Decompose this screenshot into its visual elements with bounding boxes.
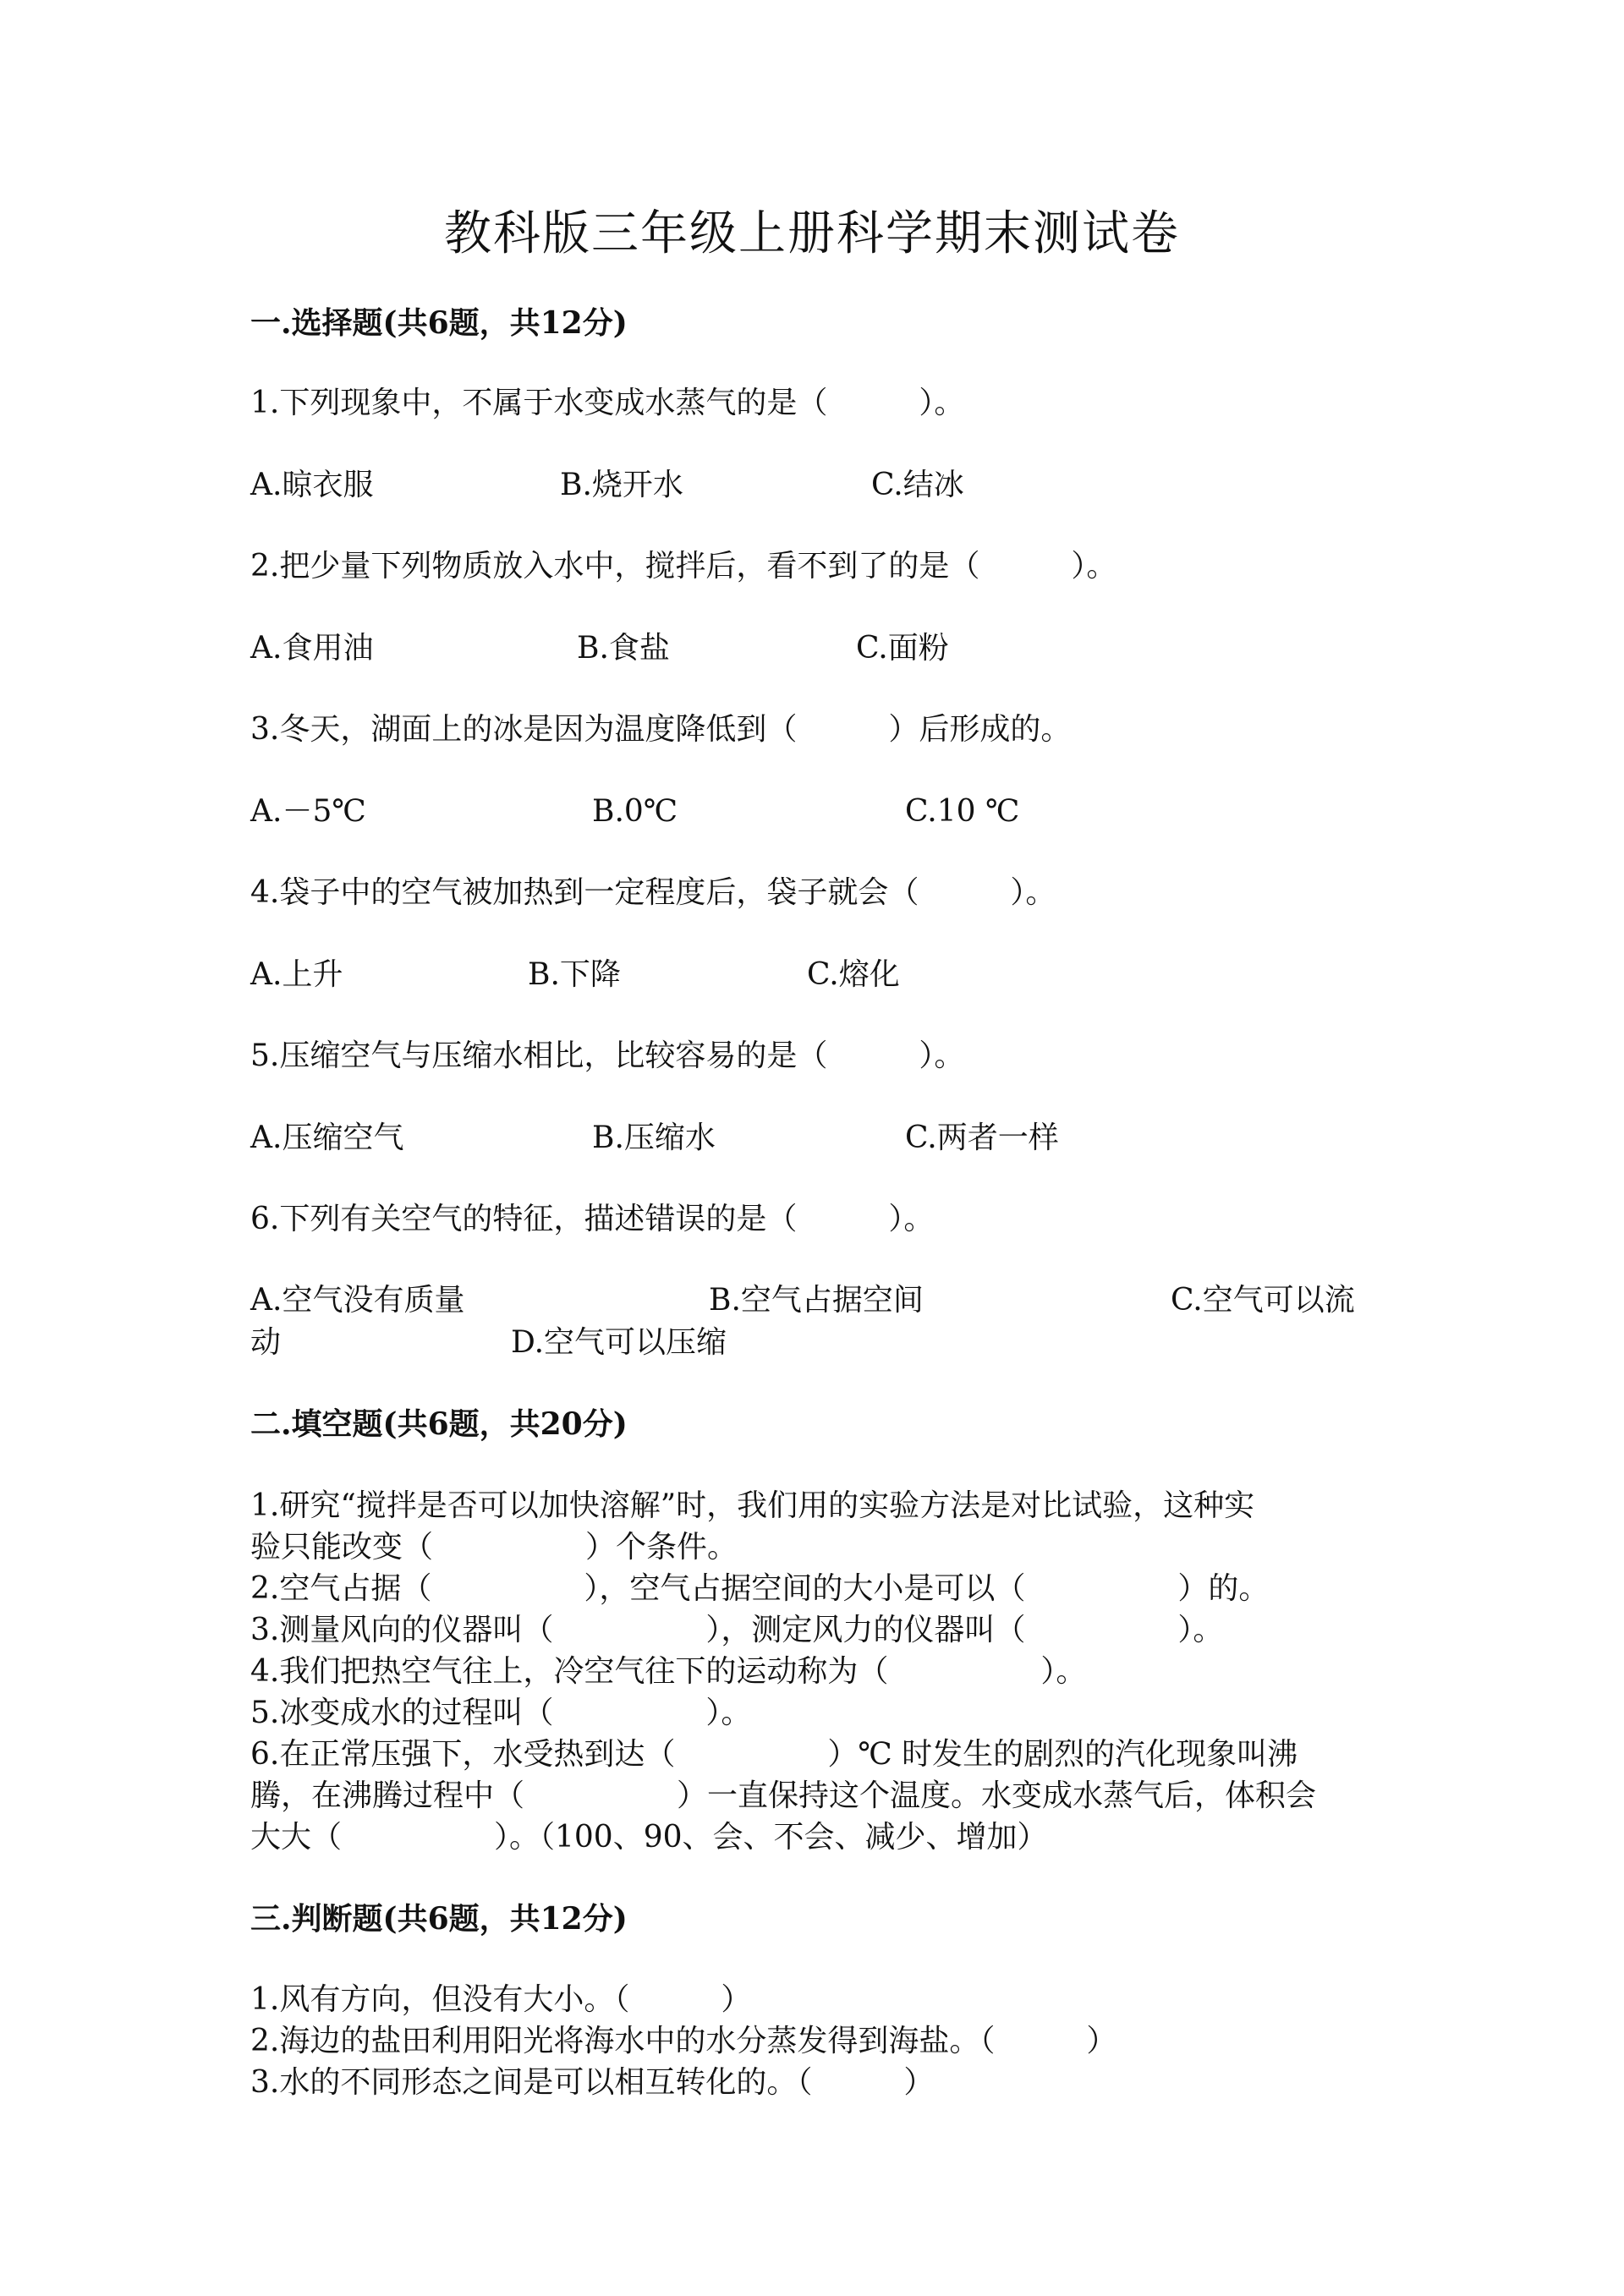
s1-q1-text: 1.下列现象中，不属于水变成水蒸气的是（ ）。 bbox=[250, 386, 965, 420]
s1-q5-option-a: A.压缩空气 bbox=[250, 1121, 404, 1155]
s2-line-1: 1.研究“搅拌是否可以加快溶解”时，我们用的实验方法是对比试验，这种实 bbox=[250, 1488, 1255, 1523]
s2-line-3: 2.空气占据（ ），空气占据空间的大小是可以（ ）的。 bbox=[250, 1571, 1270, 1606]
s1-q2-text: 2.把少量下列物质放入水中，搅拌后，看不到了的是（ ）。 bbox=[250, 549, 1117, 584]
s2-line-8: 腾，在沸腾过程中（ ）一直保持这个温度。水变成水蒸气后，体积会 bbox=[250, 1778, 1317, 1813]
s1-q2-option-a: A.食用油 bbox=[250, 631, 374, 666]
s1-q6-option-d: D.空气可以压缩 bbox=[511, 1325, 727, 1360]
s1-q5-text: 5.压缩空气与压缩水相比，比较容易的是（ ）。 bbox=[250, 1038, 965, 1073]
s1-q6-text: 6.下列有关空气的特征，描述错误的是（ ）。 bbox=[250, 1202, 935, 1236]
s1-q2-option-c: C.面粉 bbox=[856, 631, 949, 666]
s2-line-6: 5.冰变成水的过程叫（ ）。 bbox=[250, 1696, 752, 1730]
section1-heading: 一.选择题(共6题，共12分) bbox=[250, 305, 628, 341]
s1-q2-option-b: B.食盐 bbox=[577, 631, 670, 666]
s1-q6-option-a: A.空气没有质量 bbox=[250, 1283, 465, 1318]
s1-q3-option-c: C.10 ℃ bbox=[905, 794, 1020, 829]
s1-q4-option-c: C.熔化 bbox=[807, 957, 900, 992]
s3-line-1: 1.风有方向，但没有大小。（ ） bbox=[250, 1982, 752, 2017]
s2-line-9: 大大（ ）。（100、90、会、不会、减少、增加） bbox=[250, 1820, 1048, 1855]
s1-q3-text: 3.冬天，湖面上的冰是因为温度降低到（ ）后形成的。 bbox=[250, 712, 1072, 747]
s1-q1-option-b: B.烧开水 bbox=[560, 468, 683, 502]
s2-line-4: 3.测量风向的仪器叫（ ），测定风力的仪器叫（ ）。 bbox=[250, 1613, 1224, 1647]
s2-line-5: 4.我们把热空气往上，冷空气往下的运动称为（ ）。 bbox=[250, 1654, 1087, 1689]
s1-q6-option-b: B.空气占据空间 bbox=[709, 1283, 924, 1318]
s3-line-2: 2.海边的盐田利用阳光将海水中的水分蒸发得到海盐。（ ） bbox=[250, 2024, 1117, 2058]
section2-heading: 二.填空题(共6题，共20分) bbox=[250, 1406, 628, 1442]
s1-q4-text: 4.袋子中的空气被加热到一定程度后，袋子就会（ ）。 bbox=[250, 875, 1056, 910]
s1-q5-option-b: B.压缩水 bbox=[592, 1121, 716, 1155]
s2-line-7: 6.在正常压强下，水受热到达（ ）℃ 时发生的剧烈的汽化现象叫沸 bbox=[250, 1737, 1298, 1772]
s1-q3-option-b: B.0℃ bbox=[592, 794, 678, 829]
s1-q6-option-c: C.空气可以流 bbox=[1171, 1283, 1355, 1318]
s1-q1-option-a: A.晾衣服 bbox=[250, 468, 374, 502]
s1-q3-option-a: A.－5℃ bbox=[250, 794, 366, 829]
s1-q6-option-c-continued: 动 bbox=[250, 1325, 282, 1360]
s3-line-3: 3.水的不同形态之间是可以相互转化的。（ ） bbox=[250, 2065, 935, 2100]
s1-q4-option-a: A.上升 bbox=[250, 957, 343, 992]
s2-line-2: 验只能改变（ ）个条件。 bbox=[250, 1530, 738, 1564]
s1-q4-option-b: B.下降 bbox=[528, 957, 621, 992]
exam-title: 教科版三年级上册科学期末测试卷 bbox=[444, 206, 1180, 261]
s1-q5-option-c: C.两者一样 bbox=[905, 1121, 1059, 1155]
s1-q1-option-c: C.结冰 bbox=[871, 468, 964, 502]
section3-heading: 三.判断题(共6题，共12分) bbox=[250, 1901, 628, 1937]
